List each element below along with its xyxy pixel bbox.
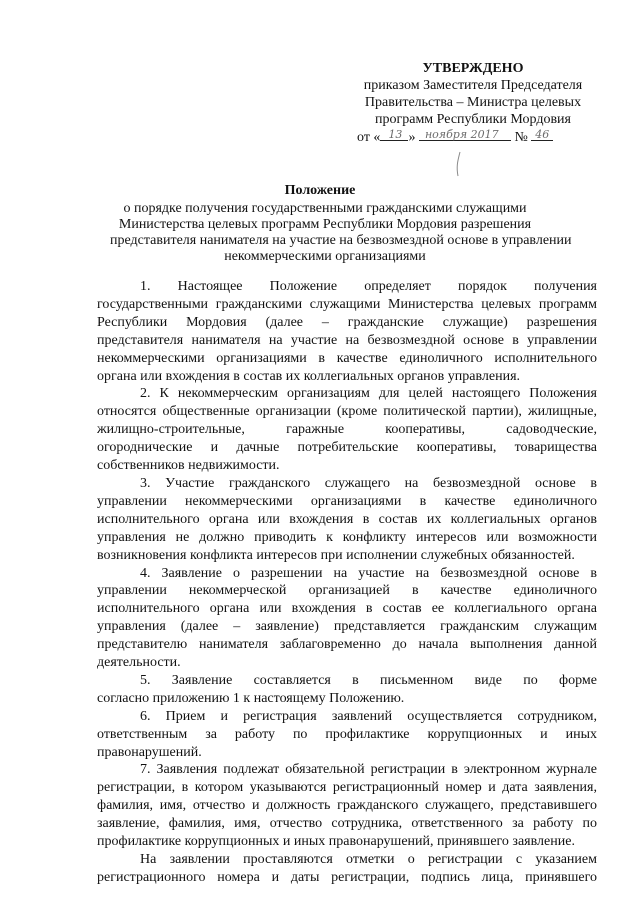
order-number-handwritten: 46 [535,128,550,141]
text-line: 2. К некоммерческим организациям для целей настоящего Положения [140,386,597,402]
text-line: управлении некоммерческой организацией в качестве единоличного [97,583,597,599]
text-line: управлении некоммерческими организациями в качестве единоличного [97,493,597,509]
text-line: деятельности. [97,655,181,671]
paragraph-8 [97,851,597,887]
paragraph-1 [97,278,597,385]
approval-heading: УТВЕРЖДЕНО [422,61,524,76]
approval-line-1: приказом Заместителя Председателя [363,78,583,93]
text-line: относятся общественные организации (кроме политической партии), жилищные, [97,404,597,420]
document-body [97,278,597,887]
text-line: управления не должно приводить к конфликту интересов или возможности [97,529,597,545]
text-line: 4. Заявление о разрешении на участие на безвозмездной основе в [140,565,597,581]
text-line: регистрации, в котором указываются регистрационный номер и дата заявления, [97,780,597,796]
text-line: Республики Мордовия (далее – гражданские служащие) разрешения [97,314,597,330]
text-line: 5. Заявление составляется в письменном виде по форме [140,672,597,688]
subtitle-line: представителя нанимателя на участие на безвозмездной основе в управлении [110,233,572,248]
text-line: 3. Участие гражданского служащего на безвозмездной основе в [140,475,597,491]
approval-line-2: Правительства – Министра целевых [364,95,582,110]
signature-flourish [440,150,480,180]
text-line: ответственным за работу по профилактике коррупционных и иных [97,726,597,742]
paragraph-4 [97,565,597,672]
approval-date-line [353,128,593,146]
text-line: исполнительного органа или вхождения в состав ее коллегиального органа [97,601,597,617]
text-line: правонарушений. [97,744,202,760]
text-line: регистрационного номера и даты регистрации, подпись лица, принявшего [97,869,597,885]
text-line: фамилия, имя, отчество и должность гражданского служащего, представившего [97,798,597,814]
text-line: представителю нанимателя заблаговременно до начала выполнения данной [97,637,597,653]
date-month-handwritten: ноября 2017 [424,128,499,141]
text-line: собственников недвижимости. [97,458,280,474]
paragraph-2 [97,385,597,475]
text-line: 7. Заявления подлежат обязательной регистрации в электронном журнале [140,762,597,778]
text-line: государственными гражданскими служащими Министерства целевых программ [97,296,597,312]
subtitle-line: некоммерческими организациями [224,249,426,264]
subtitle-line: Министерства целевых программ Республики Мордовия разрешения [118,217,532,232]
text-line: огороднические и дачные потребительские кооперативы, товарищества [97,440,597,456]
number-label: № [514,130,528,145]
text-line: 1. Настоящее Положение определяет порядок получения [140,279,597,294]
text-line: согласно приложению 1 к настоящему Положению. [97,690,405,706]
date-prefix: от « [357,130,381,145]
document-subtitle [110,201,572,265]
subtitle-line: о порядке получения государственными гражданскими служащими [123,201,527,216]
text-line: некоммерческими организациями в качестве единоличного исполнительного [97,350,597,366]
text-line: органа или вхождения в состав их коллегиальных органов управления. [97,368,521,384]
approval-block [353,60,593,146]
approval-line-3: программ Республики Мордовия [375,112,571,127]
date-month-field [419,128,511,146]
paragraph-5 [97,672,597,708]
paragraph-6 [97,708,597,762]
text-line: На заявлении проставляются отметки о регистрации с указанием [140,852,597,867]
paragraph-7 [97,761,597,851]
text-line: заявление, фамилия, имя, отчество сотрудника, ответственного за работу по [97,816,597,832]
paragraph-3 [97,475,597,565]
text-line: представителя нанимателя на участие на безвозмездной основе в управлении [97,332,597,348]
date-day-handwritten: 13 [388,128,403,141]
date-mid: » [408,130,416,145]
text-line: профилактике коррупционных и иных правонарушений, принявшего заявление. [97,834,575,850]
text-line: исполнительного органа или вхождения в состав их коллегиальных органов [97,511,597,527]
text-line: возникновения конфликта интересов при исполнении служебных обязанностей. [97,547,575,563]
text-line: жилищно-строительные, гаражные кооперативы, садоводческие, [97,422,597,438]
date-day-field [380,128,408,146]
order-number-field [531,128,553,146]
text-line: управления (далее – заявление) представляется гражданским служащим [97,619,597,635]
document-title: Положение [284,183,356,198]
text-line: 6. Прием и регистрация заявлений осуществляется сотрудником, [140,708,597,724]
